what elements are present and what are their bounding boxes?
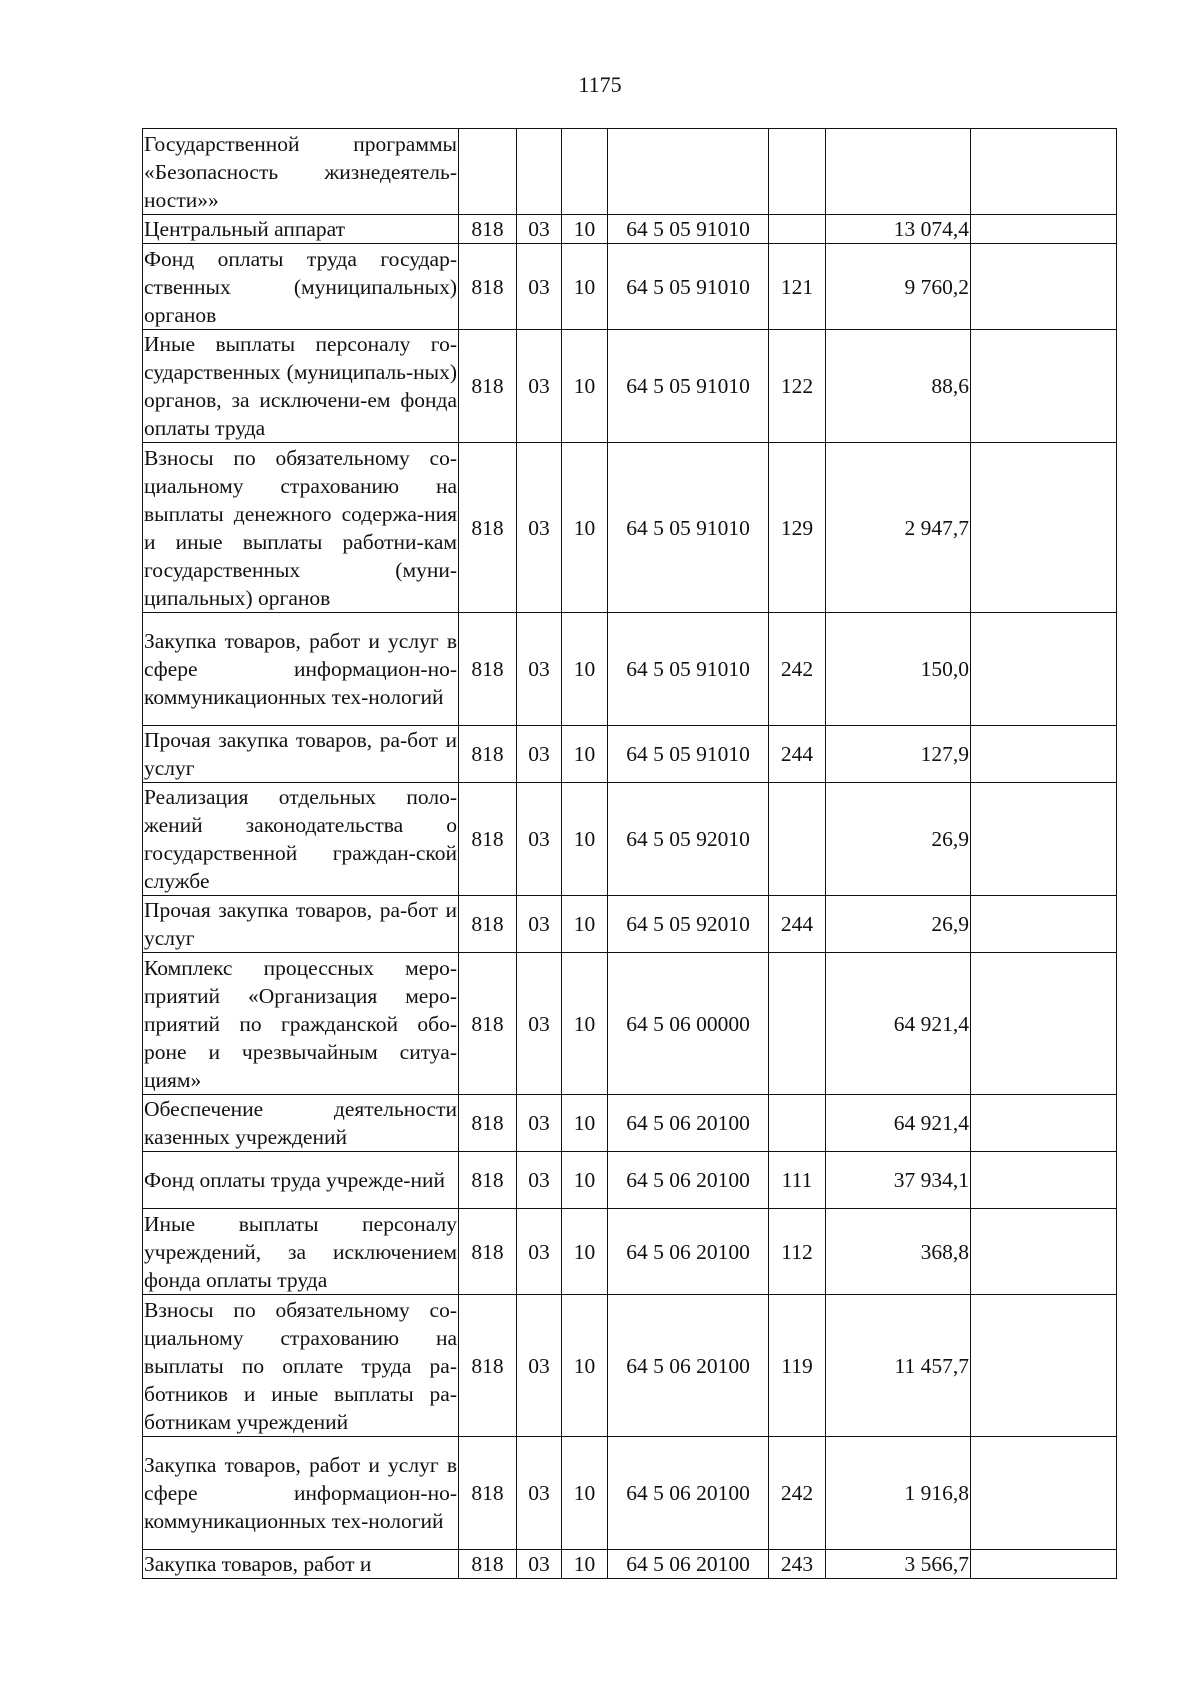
amount-cell: 127,9	[826, 726, 971, 783]
target-article-cell: 64 5 06 20100	[608, 1295, 769, 1437]
department-code-cell: 818	[459, 1095, 517, 1152]
target-article-cell: 64 5 05 91010	[608, 443, 769, 613]
row-name-cell: Иные выплаты персоналу учреждений, за исключением фонда оплаты труда	[143, 1209, 459, 1295]
subsection-code-cell: 10	[562, 1295, 608, 1437]
amount-cell: 3 566,7	[826, 1550, 971, 1579]
table-row	[143, 726, 1117, 783]
section-code-cell: 03	[517, 726, 562, 783]
empty-cell	[971, 783, 1117, 896]
empty-cell	[971, 1437, 1117, 1550]
target-article-cell: 64 5 05 92010	[608, 896, 769, 953]
amount-cell: 9 760,2	[826, 244, 971, 330]
expense-type-cell: 244	[769, 896, 826, 953]
target-article-cell: 64 5 06 00000	[608, 953, 769, 1095]
empty-cell	[971, 443, 1117, 613]
amount-cell: 13 074,4	[826, 215, 971, 244]
amount-cell: 2 947,7	[826, 443, 971, 613]
expense-type-cell	[769, 1095, 826, 1152]
amount-cell: 11 457,7	[826, 1295, 971, 1437]
empty-cell	[971, 330, 1117, 443]
amount-cell: 64 921,4	[826, 1095, 971, 1152]
subsection-code-cell: 10	[562, 896, 608, 953]
subsection-code-cell: 10	[562, 783, 608, 896]
target-article-cell: 64 5 06 20100	[608, 1152, 769, 1209]
section-code-cell: 03	[517, 896, 562, 953]
empty-cell	[971, 896, 1117, 953]
expense-type-cell: 119	[769, 1295, 826, 1437]
subsection-code-cell: 10	[562, 1095, 608, 1152]
expense-type-cell: 242	[769, 1437, 826, 1550]
amount-cell: 88,6	[826, 330, 971, 443]
department-code-cell: 818	[459, 726, 517, 783]
subsection-code-cell: 10	[562, 330, 608, 443]
table-row	[143, 1095, 1117, 1152]
table-row	[143, 953, 1117, 1095]
section-code-cell: 03	[517, 1437, 562, 1550]
table-row	[143, 1152, 1117, 1209]
subsection-code-cell: 10	[562, 443, 608, 613]
subsection-code-cell: 10	[562, 1152, 608, 1209]
expense-type-cell	[769, 783, 826, 896]
amount-cell: 368,8	[826, 1209, 971, 1295]
section-code-cell: 03	[517, 783, 562, 896]
row-name-cell: Иные выплаты персоналу го-сударственных (муниципаль-ных) органов, за исключени-ем фонда оплаты труда	[143, 330, 459, 443]
table-row	[143, 244, 1117, 330]
section-code-cell: 03	[517, 244, 562, 330]
row-name-cell: Закупка товаров, работ и услуг в сфере информацион-но-коммуникационных тех-нологий	[143, 1437, 459, 1550]
empty-cell	[971, 129, 1117, 215]
expense-type-cell: 244	[769, 726, 826, 783]
section-code-cell: 03	[517, 443, 562, 613]
section-code-cell: 03	[517, 1295, 562, 1437]
budget-table	[142, 128, 1117, 1579]
subsection-code-cell: 10	[562, 613, 608, 726]
department-code-cell: 818	[459, 244, 517, 330]
expense-type-cell	[769, 953, 826, 1095]
expense-type-cell: 122	[769, 330, 826, 443]
table-row	[143, 443, 1117, 613]
row-name-cell: Закупка товаров, работ и услуг в сфере информацион-но-коммуникационных тех-нологий	[143, 613, 459, 726]
empty-cell	[971, 1209, 1117, 1295]
expense-type-cell: 121	[769, 244, 826, 330]
department-code-cell: 818	[459, 953, 517, 1095]
department-code-cell: 818	[459, 1295, 517, 1437]
target-article-cell: 64 5 05 91010	[608, 330, 769, 443]
amount-cell: 64 921,4	[826, 953, 971, 1095]
row-name-cell: Фонд оплаты труда учрежде-ний	[143, 1152, 459, 1209]
row-name-cell: Центральный аппарат	[143, 215, 459, 244]
expense-type-cell: 111	[769, 1152, 826, 1209]
amount-cell: 26,9	[826, 896, 971, 953]
section-code-cell: 03	[517, 1095, 562, 1152]
section-code-cell: 03	[517, 953, 562, 1095]
expense-type-cell: 129	[769, 443, 826, 613]
row-name-cell: Взносы по обязательному со-циальному страхованию на выплаты денежного содержа-ния и иные выплаты работни-кам государственных (муни-ципальных) органов	[143, 443, 459, 613]
subsection-code-cell: 10	[562, 726, 608, 783]
table-row	[143, 1295, 1117, 1437]
section-code-cell: 03	[517, 215, 562, 244]
table-row	[143, 896, 1117, 953]
amount-cell: 37 934,1	[826, 1152, 971, 1209]
department-code-cell: 818	[459, 1437, 517, 1550]
empty-cell	[971, 613, 1117, 726]
subsection-code-cell: 10	[562, 215, 608, 244]
expense-type-cell	[769, 129, 826, 215]
department-code-cell: 818	[459, 896, 517, 953]
table-body	[143, 129, 1117, 1579]
row-name-cell: Взносы по обязательному со-циальному страхованию на выплаты по оплате труда ра-ботников и иные выплаты ра-ботникам учреждений	[143, 1295, 459, 1437]
table-row	[143, 1209, 1117, 1295]
amount-cell: 150,0	[826, 613, 971, 726]
table-row	[143, 330, 1117, 443]
amount-cell: 1 916,8	[826, 1437, 971, 1550]
target-article-cell	[608, 129, 769, 215]
empty-cell	[971, 1095, 1117, 1152]
table-row	[143, 129, 1117, 215]
target-article-cell: 64 5 05 91010	[608, 613, 769, 726]
empty-cell	[971, 1295, 1117, 1437]
page-number: 1175	[578, 72, 622, 97]
expense-type-cell: 243	[769, 1550, 826, 1579]
row-name-cell: Закупка товаров, работ и	[143, 1550, 459, 1579]
empty-cell	[971, 726, 1117, 783]
expense-type-cell: 242	[769, 613, 826, 726]
subsection-code-cell: 10	[562, 1550, 608, 1579]
target-article-cell: 64 5 05 91010	[608, 215, 769, 244]
amount-cell	[826, 129, 971, 215]
row-name-cell: Государственной программы «Безопасность жизнедеятель-ности»»	[143, 129, 459, 215]
empty-cell	[971, 215, 1117, 244]
target-article-cell: 64 5 06 20100	[608, 1095, 769, 1152]
department-code-cell: 818	[459, 1152, 517, 1209]
empty-cell	[971, 953, 1117, 1095]
section-code-cell: 03	[517, 613, 562, 726]
target-article-cell: 64 5 05 92010	[608, 783, 769, 896]
department-code-cell: 818	[459, 1550, 517, 1579]
expense-type-cell: 112	[769, 1209, 826, 1295]
target-article-cell: 64 5 06 20100	[608, 1550, 769, 1579]
row-name-cell: Фонд оплаты труда государ-ственных (муниципальных) органов	[143, 244, 459, 330]
table-row	[143, 215, 1117, 244]
table-row	[143, 1437, 1117, 1550]
subsection-code-cell: 10	[562, 953, 608, 1095]
target-article-cell: 64 5 06 20100	[608, 1209, 769, 1295]
expense-type-cell	[769, 215, 826, 244]
department-code-cell: 818	[459, 443, 517, 613]
target-article-cell: 64 5 06 20100	[608, 1437, 769, 1550]
section-code-cell: 03	[517, 1550, 562, 1579]
department-code-cell: 818	[459, 783, 517, 896]
target-article-cell: 64 5 05 91010	[608, 244, 769, 330]
empty-cell	[971, 1550, 1117, 1579]
department-code-cell: 818	[459, 330, 517, 443]
row-name-cell: Комплекс процессных меро-приятий «Организация меро-приятий по гражданской обо-роне и чрезвычайным ситуа-циям»	[143, 953, 459, 1095]
subsection-code-cell: 10	[562, 244, 608, 330]
table-row	[143, 783, 1117, 896]
subsection-code-cell	[562, 129, 608, 215]
subsection-code-cell: 10	[562, 1209, 608, 1295]
subsection-code-cell: 10	[562, 1437, 608, 1550]
target-article-cell: 64 5 05 91010	[608, 726, 769, 783]
row-name-cell: Прочая закупка товаров, ра-бот и услуг	[143, 726, 459, 783]
section-code-cell: 03	[517, 1152, 562, 1209]
row-name-cell: Прочая закупка товаров, ра-бот и услуг	[143, 896, 459, 953]
row-name-cell: Реализация отдельных поло-жений законодательства о государственной граждан-ской службе	[143, 783, 459, 896]
table-row	[143, 1550, 1117, 1579]
section-code-cell: 03	[517, 1209, 562, 1295]
empty-cell	[971, 244, 1117, 330]
department-code-cell: 818	[459, 613, 517, 726]
section-code-cell: 03	[517, 330, 562, 443]
amount-cell: 26,9	[826, 783, 971, 896]
department-code-cell	[459, 129, 517, 215]
department-code-cell: 818	[459, 215, 517, 244]
section-code-cell	[517, 129, 562, 215]
table-row	[143, 613, 1117, 726]
empty-cell	[971, 1152, 1117, 1209]
row-name-cell: Обеспечение деятельности казенных учреждений	[143, 1095, 459, 1152]
department-code-cell: 818	[459, 1209, 517, 1295]
